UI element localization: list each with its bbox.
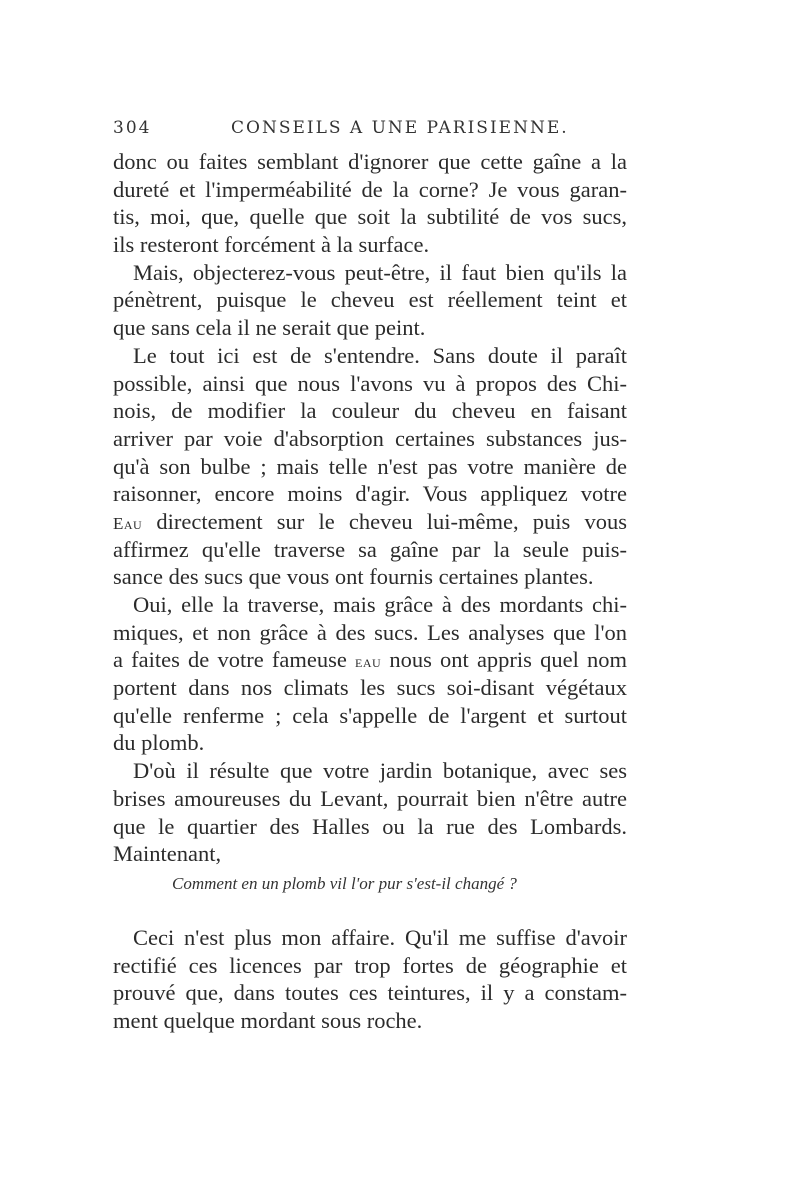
text-line: miques, et non grâce à des sucs. Les analyses que l'on [113,619,627,645]
text-line: qu'à son bulbe ; mais telle n'est pas votre manière de [113,453,627,479]
text-line: pénètrent, puisque le cheveu est réellement teint et [113,287,627,313]
text-line: raisonner, encore moins d'agir. Vous appliquez votre [113,481,627,507]
small-caps-word: Eau [113,513,143,533]
page-number: 304 [113,118,152,138]
text-fragment: a faites de votre fameuse [113,647,355,673]
text-line: Oui, elle la traverse, mais grâce à des mordants chi- [133,592,627,617]
running-title: CONSEILS A UNE PARISIENNE. [231,118,569,138]
text-line: Le tout ici est de s'entendre. Sans doute il paraît [133,342,627,368]
text-line: possible, ainsi que nous l'avons vu à propos des Chi- [113,370,627,396]
text-line: donc ou faites semblant d'ignorer que cette gaîne a la [113,149,627,174]
text-fragment: nous ont appris quel nom [381,647,628,673]
text-line: ment quelque mordant sous roche. [113,1008,423,1034]
text-line: nois, de modifier la couleur du cheveu en faisant [113,398,627,424]
text-line: tis, moi, que, quelle que soit la subtilité de vos sucs, [113,204,627,230]
text-line [113,508,627,536]
text-line: sance des sucs que vous ont fournis certaines plantes. [113,564,594,590]
text-line [113,646,627,674]
verse-quotation: Comment en un plomb vil l'or pur s'est-il changé ? [172,874,517,893]
main-text [113,148,627,868]
text-line: Mais, objecterez-vous peut-être, il faut bien qu'ils la [133,259,627,285]
text-line: affirmez qu'elle traverse sa gaîne par la seule puis- [113,536,627,562]
text-fragment: directement sur le cheveu lui-même, puis vous [142,508,627,534]
text-line: du plomb. [113,730,205,756]
text-line: portent dans nos climats les sucs soi-disant végétaux [113,675,627,701]
small-caps-word: eau [355,652,382,672]
text-line: qu'elle renferme ; cela s'appelle de l'argent et surtout [113,702,627,728]
text-line: que le quartier des Halles ou la rue des Lombards. [113,813,627,839]
text-line: prouvé que, dans toutes ces teintures, il y a constam- [113,980,627,1006]
text-line: Maintenant, [113,841,222,867]
text-line: D'où il résulte que votre jardin botanique, avec ses [133,758,627,784]
text-line: que sans cela il ne serait que peint. [113,315,426,341]
closing-text [113,924,627,1035]
text-line: ils resteront forcément à la surface. [113,232,430,258]
text-line: arriver par voie d'absorption certaines substances jus- [113,425,627,451]
text-line: brises amoureuses du Levant, pourrait bien n'être autre [113,785,627,811]
text-line: rectifié ces licences par trop fortes de géographie et [113,952,627,978]
text-line: dureté et l'imperméabilité de la corne? Je vous garan- [113,176,627,202]
text-line: Ceci n'est plus mon affaire. Qu'il me suffise d'avoir [133,925,627,950]
